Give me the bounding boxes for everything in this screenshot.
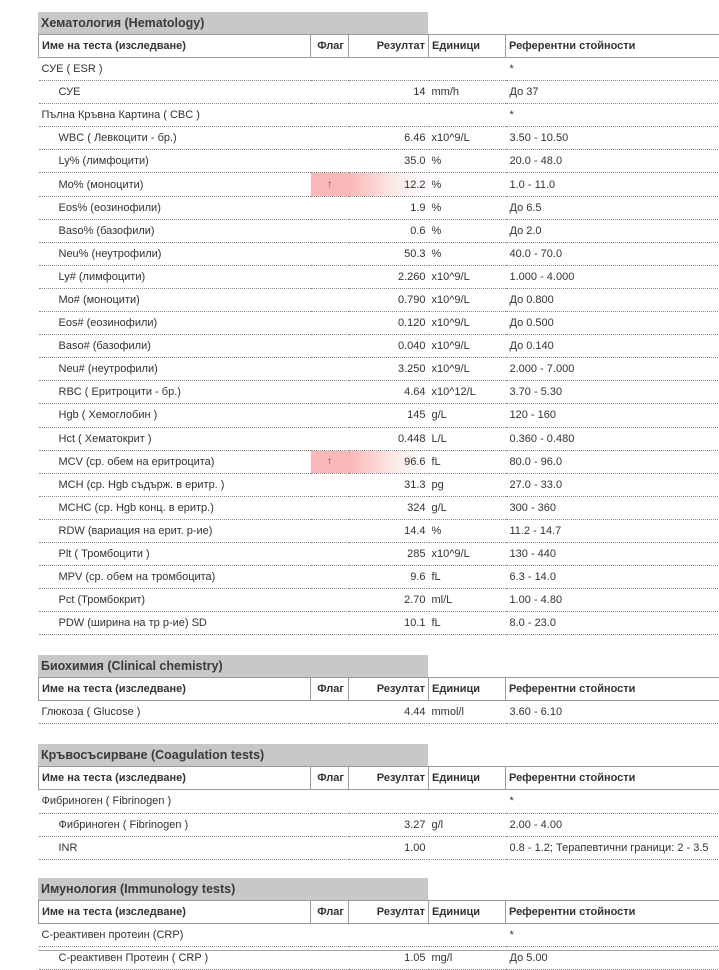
header-name: Име на теста (изследване) [39, 767, 311, 790]
result-value: 35.0 [349, 150, 429, 173]
test-name: WBC ( Левкоцити - бр.) [39, 127, 311, 150]
header-flag: Флаг [311, 900, 349, 923]
header-result: Резултат [349, 35, 429, 58]
result-unit: x10^9/L [429, 358, 506, 381]
result-unit: % [429, 242, 506, 265]
flag-cell [311, 836, 349, 859]
result-value: 31.3 [349, 473, 429, 496]
table-row [39, 519, 719, 542]
test-name: Neu# (неутрофили) [39, 358, 311, 381]
flag-up-arrow-icon: ↑ [311, 173, 349, 196]
result-value: 1.05 [349, 946, 429, 969]
test-name: СУЕ ( ESR ) [39, 58, 311, 81]
result-unit: % [429, 219, 506, 242]
table-row [39, 790, 719, 813]
section-3 [38, 878, 719, 970]
test-name: RDW (вариация на ерит. р-ие) [39, 519, 311, 542]
header-row [39, 767, 719, 790]
header-name: Име на теста (изследване) [39, 678, 311, 701]
flag-cell [311, 242, 349, 265]
header-units: Единици [429, 678, 506, 701]
result-value: 1.9 [349, 196, 429, 219]
result-value: 1.00 [349, 836, 429, 859]
flag-up-arrow-icon: ↑ [311, 450, 349, 473]
section-title: Кръвосъсирване (Coagulation tests) [38, 744, 428, 766]
result-unit [429, 836, 506, 859]
result-value: 145 [349, 404, 429, 427]
reference-range: 120 - 160 [506, 404, 719, 427]
reference-range: 1.000 - 4.000 [506, 265, 719, 288]
header-row [39, 900, 719, 923]
result-value [349, 58, 429, 81]
flag-cell [311, 288, 349, 311]
test-name: INR [39, 836, 311, 859]
flag-cell [311, 542, 349, 565]
test-name: RBC ( Еритроцити - бр.) [39, 381, 311, 404]
table-row [39, 813, 719, 836]
header-name: Име на теста (изследване) [39, 35, 311, 58]
reference-range: 80.0 - 96.0 [506, 450, 719, 473]
test-name: MCH (ср. Hgb съдърж. в еритр. ) [39, 473, 311, 496]
reference-range: 1.0 - 11.0 [506, 173, 719, 196]
result-value: 0.790 [349, 288, 429, 311]
test-name: MPV (ср. обем на тромбоцита) [39, 566, 311, 589]
table-row [39, 104, 719, 127]
reference-range: До 5.00 [506, 946, 719, 969]
result-value: 14 [349, 81, 429, 104]
table-row [39, 836, 719, 859]
flag-cell [311, 404, 349, 427]
table-row [39, 427, 719, 450]
results-table [38, 900, 719, 970]
table-row [39, 173, 719, 196]
reference-range: 6.3 - 14.0 [506, 566, 719, 589]
flag-cell [311, 496, 349, 519]
test-name: Neu% (неутрофили) [39, 242, 311, 265]
reference-range: 130 - 440 [506, 542, 719, 565]
flag-cell [311, 566, 349, 589]
section-2 [38, 744, 719, 859]
result-value [349, 923, 429, 946]
table-row [39, 473, 719, 496]
table-row [39, 566, 719, 589]
reference-range: До 37 [506, 81, 719, 104]
table-row [39, 288, 719, 311]
table-row [39, 150, 719, 173]
test-name: PDW (ширина на тр р-ие) SD [39, 612, 311, 635]
table-row [39, 923, 719, 946]
table-row [39, 450, 719, 473]
result-value: 2.260 [349, 265, 429, 288]
reference-range: * [506, 104, 719, 127]
flag-cell [311, 589, 349, 612]
reference-range: 3.70 - 5.30 [506, 381, 719, 404]
result-unit: mg/l [429, 946, 506, 969]
test-name: СУЕ [39, 81, 311, 104]
header-reference: Референтни стойности [506, 767, 719, 790]
reference-range: * [506, 58, 719, 81]
reference-range: * [506, 790, 719, 813]
test-name: MCHC (ср. Hgb конц. в еритр.) [39, 496, 311, 519]
reference-range: 3.60 - 6.10 [506, 701, 719, 724]
result-unit: mmol/l [429, 701, 506, 724]
table-row [39, 127, 719, 150]
test-name: Глюкоза ( Glucose ) [39, 701, 311, 724]
result-value: 324 [349, 496, 429, 519]
flag-cell [311, 58, 349, 81]
results-table [38, 34, 719, 635]
reference-range: * [506, 923, 719, 946]
header-row [39, 35, 719, 58]
table-row [39, 701, 719, 724]
header-units: Единици [429, 767, 506, 790]
result-value: 6.46 [349, 127, 429, 150]
reference-range: До 2.0 [506, 219, 719, 242]
result-value: 0.120 [349, 312, 429, 335]
flag-cell [311, 81, 349, 104]
result-unit: % [429, 196, 506, 219]
section-gap [38, 860, 719, 878]
test-name: Hgb ( Хемоглобин ) [39, 404, 311, 427]
test-name: Eos# (еозинофили) [39, 312, 311, 335]
result-value: 3.27 [349, 813, 429, 836]
result-value [349, 790, 429, 813]
reference-range: 3.50 - 10.50 [506, 127, 719, 150]
flag-cell [311, 813, 349, 836]
section-1 [38, 655, 719, 724]
header-name: Име на теста (изследване) [39, 900, 311, 923]
section-gap [38, 635, 719, 655]
result-value: 0.448 [349, 427, 429, 450]
result-unit [429, 790, 506, 813]
reference-range: 20.0 - 48.0 [506, 150, 719, 173]
test-name: C-реактивен протеин (CRP) [39, 923, 311, 946]
test-name: Eos% (еозинофили) [39, 196, 311, 219]
table-row [39, 542, 719, 565]
table-row [39, 58, 719, 81]
header-result: Резултат [349, 767, 429, 790]
flag-cell [311, 923, 349, 946]
result-value: 2.70 [349, 589, 429, 612]
result-unit: x10^9/L [429, 265, 506, 288]
test-name: C-реактивен Протеин ( CRP ) [39, 946, 311, 969]
header-reference: Референтни стойности [506, 678, 719, 701]
header-result: Резултат [349, 678, 429, 701]
reference-range: 0.8 - 1.2; Терапевтични граници: 2 - 3.5 [506, 836, 719, 859]
test-name: Pct (Тромбокрит) [39, 589, 311, 612]
test-name: Baso% (базофили) [39, 219, 311, 242]
result-unit: fL [429, 566, 506, 589]
result-unit: g/L [429, 496, 506, 519]
result-unit: x10^9/L [429, 542, 506, 565]
result-value: 12.2 [349, 173, 429, 196]
table-row [39, 196, 719, 219]
result-unit: L/L [429, 427, 506, 450]
table-row [39, 265, 719, 288]
flag-cell [311, 335, 349, 358]
flag-cell [311, 219, 349, 242]
reference-range: До 0.500 [506, 312, 719, 335]
result-unit: mm/h [429, 81, 506, 104]
result-unit [429, 923, 506, 946]
header-flag: Флаг [311, 767, 349, 790]
table-row [39, 589, 719, 612]
test-name: Фибриноген ( Fibrinogen ) [39, 790, 311, 813]
header-units: Единици [429, 900, 506, 923]
test-name: Hct ( Хематокрит ) [39, 427, 311, 450]
header-flag: Флаг [311, 35, 349, 58]
result-value: 96.6 [349, 450, 429, 473]
result-value [349, 104, 429, 127]
result-unit: fL [429, 612, 506, 635]
flag-cell [311, 127, 349, 150]
header-reference: Референтни стойности [506, 35, 719, 58]
flag-cell [311, 427, 349, 450]
reference-range: До 6.5 [506, 196, 719, 219]
result-value: 9.6 [349, 566, 429, 589]
flag-cell [311, 473, 349, 496]
result-value: 14.4 [349, 519, 429, 542]
result-value: 10.1 [349, 612, 429, 635]
table-row [39, 358, 719, 381]
result-value: 285 [349, 542, 429, 565]
test-name: Plt ( Тромбоцити ) [39, 542, 311, 565]
flag-cell [311, 312, 349, 335]
result-unit: x10^9/L [429, 312, 506, 335]
table-row [39, 312, 719, 335]
header-row [39, 678, 719, 701]
result-unit [429, 58, 506, 81]
table-row [39, 335, 719, 358]
flag-cell [311, 790, 349, 813]
result-unit: ml/L [429, 589, 506, 612]
header-units: Единици [429, 35, 506, 58]
results-table [38, 677, 719, 724]
section-gap [38, 724, 719, 744]
flag-cell [311, 196, 349, 219]
reference-range: 27.0 - 33.0 [506, 473, 719, 496]
flag-cell [311, 701, 349, 724]
table-row [39, 381, 719, 404]
result-value: 0.6 [349, 219, 429, 242]
reference-range: 40.0 - 70.0 [506, 242, 719, 265]
test-name: MCV (ср. обем на еритроцита) [39, 450, 311, 473]
result-unit: x10^9/L [429, 335, 506, 358]
result-unit: x10^9/L [429, 288, 506, 311]
reference-range: 1.00 - 4.80 [506, 589, 719, 612]
result-value: 50.3 [349, 242, 429, 265]
reference-range: 8.0 - 23.0 [506, 612, 719, 635]
test-name: Baso# (базофили) [39, 335, 311, 358]
flag-cell [311, 519, 349, 542]
result-unit: g/l [429, 813, 506, 836]
reference-range: До 0.800 [506, 288, 719, 311]
flag-cell [311, 104, 349, 127]
result-unit: x10^12/L [429, 381, 506, 404]
header-flag: Флаг [311, 678, 349, 701]
result-value: 4.64 [349, 381, 429, 404]
test-name: Mo% (моноцити) [39, 173, 311, 196]
result-unit: g/L [429, 404, 506, 427]
test-name: Пълна Кръвна Картина ( CBC ) [39, 104, 311, 127]
reference-range: 0.360 - 0.480 [506, 427, 719, 450]
result-unit: % [429, 150, 506, 173]
result-value: 0.040 [349, 335, 429, 358]
flag-cell [311, 612, 349, 635]
flag-cell [311, 358, 349, 381]
result-unit: fL [429, 450, 506, 473]
test-name: Mo# (моноцити) [39, 288, 311, 311]
flag-cell [311, 150, 349, 173]
results-table [38, 766, 719, 859]
reference-range: До 0.140 [506, 335, 719, 358]
flag-cell [311, 265, 349, 288]
table-row [39, 404, 719, 427]
test-name: Ly# (лимфоцити) [39, 265, 311, 288]
footer-divider [38, 950, 719, 951]
table-row [39, 612, 719, 635]
reference-range: 2.000 - 7.000 [506, 358, 719, 381]
reference-range: 2.00 - 4.00 [506, 813, 719, 836]
header-reference: Референтни стойности [506, 900, 719, 923]
result-unit: % [429, 519, 506, 542]
reference-range: 11.2 - 14.7 [506, 519, 719, 542]
reference-range: 300 - 360 [506, 496, 719, 519]
table-row [39, 81, 719, 104]
result-value: 3.250 [349, 358, 429, 381]
table-row [39, 496, 719, 519]
table-row [39, 242, 719, 265]
section-title: Имунология (Immunology tests) [38, 878, 428, 900]
result-unit: pg [429, 473, 506, 496]
section-0 [38, 12, 719, 635]
result-unit: % [429, 173, 506, 196]
result-unit: x10^9/L [429, 127, 506, 150]
result-value: 4.44 [349, 701, 429, 724]
header-result: Резултат [349, 900, 429, 923]
table-row [39, 219, 719, 242]
test-name: Фибриноген ( Fibrinogen ) [39, 813, 311, 836]
lab-results-report [38, 12, 719, 970]
test-name: Ly% (лимфоцити) [39, 150, 311, 173]
section-title: Хематология (Hematology) [38, 12, 428, 34]
result-unit [429, 104, 506, 127]
flag-cell [311, 381, 349, 404]
section-title: Биохимия (Clinical chemistry) [38, 655, 428, 677]
